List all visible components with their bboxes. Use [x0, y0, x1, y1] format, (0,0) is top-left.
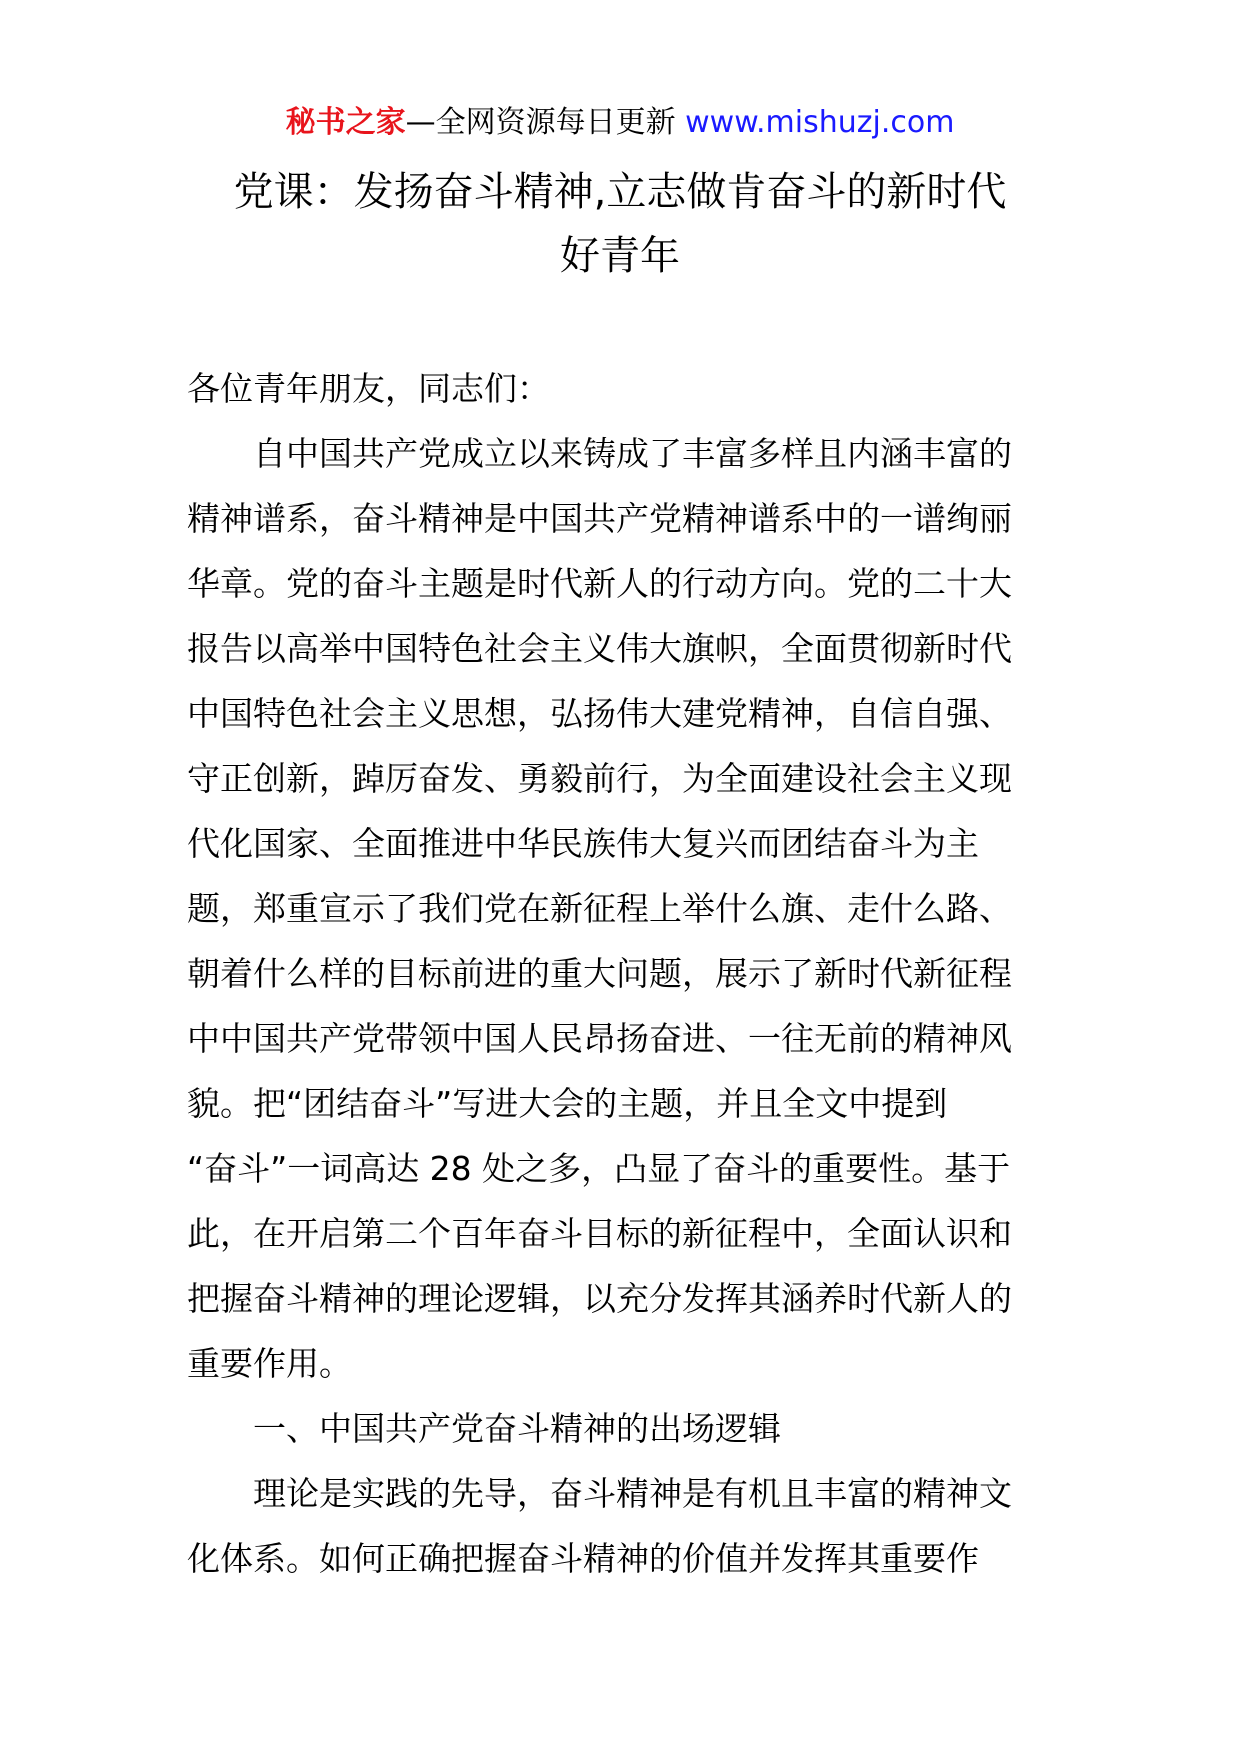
salutation: 各位青年朋友，同志们：	[187, 369, 550, 408]
title-line-1: 党课：发扬奋斗精神,立志做肯奋斗的新时代	[233, 169, 1007, 215]
paragraph-line: 精神谱系，奋斗精神是中国共产党精神谱系中的一谱绚丽	[187, 499, 1012, 538]
paragraph-line: 代化国家、全面推进中华民族伟大复兴而团结奋斗为主	[187, 824, 979, 863]
paragraph-line: 中中国共产党带领中国人民昂扬奋进、一往无前的精神风	[187, 1019, 1012, 1058]
paragraph-line: 重要作用。	[187, 1344, 352, 1383]
paragraph-line: 守正创新，踔厉奋发、勇毅前行，为全面建设社会主义现	[187, 759, 1012, 798]
paragraph-line: “奋斗”一词高达 28 处之多，凸显了奋斗的重要性。基于	[187, 1149, 1011, 1188]
paragraph-line: 题，郑重宣示了我们党在新征程上举什么旗、走什么路、	[187, 889, 1012, 928]
paragraph-line: 貌。把“团结奋斗”写进大会的主题，并且全文中提到	[187, 1084, 948, 1123]
header-tagline: —全网资源每日更新	[405, 105, 676, 140]
paragraph-line: 华章。党的奋斗主题是时代新人的行动方向。党的二十大	[187, 564, 1012, 603]
paragraph-line: 报告以高举中国特色社会主义伟大旗帜，全面贯彻新时代	[187, 629, 1012, 668]
paragraph-1	[187, 421, 1057, 1396]
site-header	[0, 100, 1240, 146]
paragraph-line: 自中国共产党成立以来铸成了丰富多样且内涵丰富的	[253, 434, 1012, 473]
brand-name: 秘书之家	[285, 105, 406, 140]
title-line-2: 好青年	[560, 233, 680, 279]
paragraph-line: 理论是实践的先导，奋斗精神是有机且丰富的精神文	[253, 1474, 1012, 1513]
paragraph-line: 此，在开启第二个百年奋斗目标的新征程中，全面认识和	[187, 1214, 1012, 1253]
paragraph-line: 化体系。如何正确把握奋斗精神的价值并发挥其重要作	[187, 1539, 979, 1578]
section-heading: 一、中国共产党奋斗精神的出场逻辑	[253, 1409, 781, 1448]
paragraph-line: 朝着什么样的目标前进的重大问题，展示了新时代新征程	[187, 954, 1012, 993]
paragraph-line: 把握奋斗精神的理论逻辑，以充分发挥其涵养时代新人的	[187, 1279, 1012, 1318]
document-body	[187, 356, 1057, 1591]
document-title	[190, 160, 1050, 288]
paragraph-2	[187, 1461, 1057, 1591]
paragraph-line: 中国特色社会主义思想，弘扬伟大建党精神，自信自强、	[187, 694, 1012, 733]
site-url-link[interactable]: www.mishuzj.com	[685, 105, 955, 140]
